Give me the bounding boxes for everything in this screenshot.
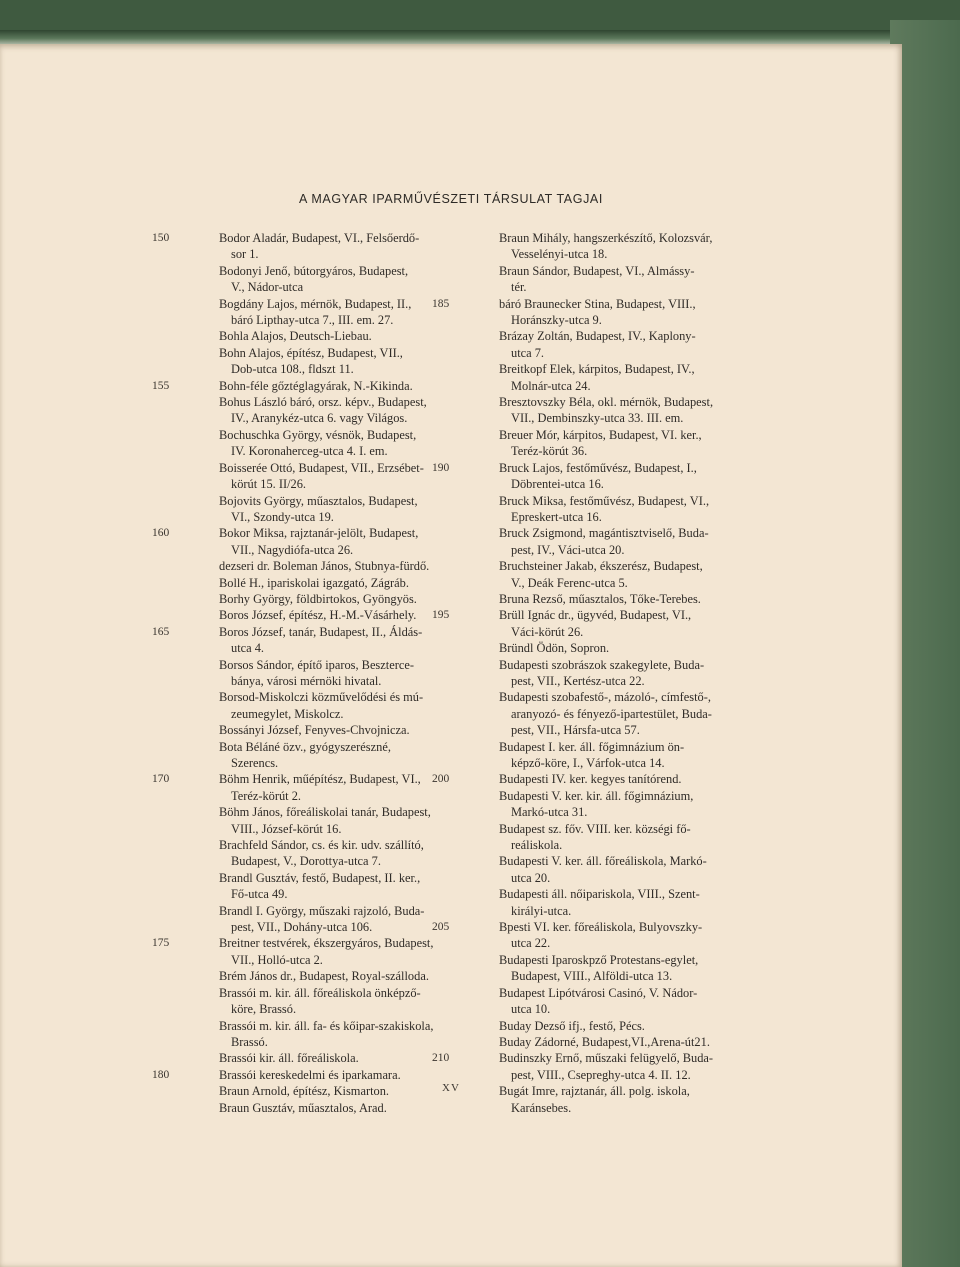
member-entry	[432, 607, 732, 640]
entry-continuation-line: V., Nádor-utca	[231, 280, 304, 295]
entry-continuation-line: báró Lipthay-utca 7., III. em. 27.	[231, 313, 394, 328]
member-entry	[152, 722, 448, 738]
member-entry	[152, 394, 448, 427]
entry-text	[432, 952, 732, 985]
member-entry	[432, 657, 732, 690]
entry-continuation-line: utca 20.	[511, 870, 551, 885]
entry-continuation-line: köre, Brassó.	[231, 1002, 297, 1017]
member-entry	[152, 263, 448, 296]
entry-line: Bohus László báró, orsz. képv., Budapest,	[219, 395, 427, 410]
member-entry	[152, 296, 448, 329]
member-entry	[432, 427, 732, 460]
entry-text	[152, 296, 448, 329]
entry-number: 200	[432, 773, 450, 786]
entry-text	[432, 230, 732, 263]
entry-line: Bohla Alajos, Deutsch-Liebau.	[219, 329, 372, 344]
entry-line: Boros József, tanár, Budapest, II., Áldás-	[219, 624, 423, 639]
entry-line: Bojovits György, műasztalos, Budapest,	[219, 493, 418, 508]
left-column	[152, 230, 448, 1116]
member-entry	[152, 935, 448, 968]
entry-line: Buday Dezső ifj., festő, Pécs.	[499, 1018, 645, 1033]
entry-line: báró Braunecker Stina, Budapest, VIII.,	[499, 296, 696, 311]
entry-line: Braun Sándor, Budapest, VI., Almássy-	[499, 263, 695, 278]
entry-text	[432, 919, 732, 952]
entry-text	[152, 263, 448, 296]
entry-continuation-line: utca 4.	[231, 641, 265, 656]
entry-line: Bota Béláné özv., gyógyszerészné,	[219, 739, 391, 754]
entry-text	[432, 886, 732, 919]
entry-continuation-line: IV. Koronaherceg-utca 4. I. em.	[231, 444, 388, 459]
member-entry	[432, 328, 732, 361]
entry-line: Breitner testvérek, ékszergyáros, Budapest,	[219, 936, 434, 951]
entry-line: Budapesti szobafestő-, mázoló-, címfestő-,	[499, 690, 711, 705]
member-entry	[152, 575, 448, 591]
entry-number: 195	[432, 609, 450, 622]
entry-number: 165	[152, 625, 170, 638]
entry-continuation-line: pest, IV., Váci-utca 20.	[511, 542, 625, 557]
entry-text	[152, 870, 448, 903]
member-entry	[152, 378, 448, 394]
member-entry	[432, 919, 732, 952]
entry-number: 170	[152, 773, 170, 786]
member-entry	[152, 558, 448, 574]
entry-line: Bruna Rezső, műasztalos, Tőke-Terebes.	[499, 591, 701, 606]
entry-text	[152, 689, 448, 722]
entry-text	[152, 591, 448, 607]
entry-text	[432, 607, 732, 640]
entry-line: Bründl Ödön, Sopron.	[499, 641, 610, 656]
member-entry	[432, 263, 732, 296]
member-entry	[152, 624, 448, 657]
entry-text	[432, 1034, 732, 1050]
entry-line: Brassói kereskedelmi és iparkamara.	[219, 1067, 401, 1082]
entry-line: Bugát Imre, rajztanár, áll. polg. iskola,	[499, 1084, 690, 1099]
entry-text	[432, 263, 732, 296]
entry-line: Buday Zádorné, Budapest,VI.,Arena-út21.	[499, 1034, 710, 1049]
member-entry	[432, 853, 732, 886]
entry-continuation-line: bánya, városi mérnöki hivatal.	[231, 673, 382, 688]
entry-continuation-line: Teréz-körút 36.	[511, 444, 588, 459]
entry-text	[432, 853, 732, 886]
member-entry	[152, 657, 448, 690]
entry-text	[152, 345, 448, 378]
entry-continuation-line: Epreskert-utca 16.	[511, 509, 602, 524]
book-page	[0, 44, 902, 1267]
entry-line: Breuer Mór, kárpitos, Budapest, VI. ker.,	[499, 427, 702, 442]
entry-text	[432, 427, 732, 460]
entry-continuation-line: királyi-utca.	[511, 903, 572, 918]
entry-text	[152, 968, 448, 984]
entry-text	[432, 771, 732, 787]
member-entry	[432, 952, 732, 985]
entry-continuation-line: VII., Holló-utca 2.	[231, 952, 323, 967]
entry-text	[152, 427, 448, 460]
entry-continuation-line: Váci-körút 26.	[511, 624, 584, 639]
entry-text	[432, 493, 732, 526]
entry-continuation-line: Fő-utca 49.	[231, 887, 288, 902]
entry-continuation-line: Vesselényi-utca 18.	[511, 247, 608, 262]
member-entry	[432, 1034, 732, 1050]
entry-text	[432, 361, 732, 394]
entry-line: Bresztovszky Béla, okl. mérnök, Budapest,	[499, 395, 714, 410]
entry-continuation-line: reáliskola.	[511, 838, 563, 853]
entry-continuation-line: aranyozó- és fényező-ipartestület, Buda-	[511, 706, 712, 721]
entry-continuation-line: Karánsebes.	[511, 1100, 572, 1115]
entry-line: Bohn Alajos, építész, Budapest, VII.,	[219, 345, 403, 360]
member-entry	[152, 525, 448, 558]
entry-line: Bruck Zsigmond, magántisztviselő, Buda-	[499, 526, 709, 541]
entry-line: Braun Gusztáv, műasztalos, Arad.	[219, 1100, 387, 1115]
entry-text	[152, 575, 448, 591]
entry-line: Budapest Lipótvárosi Casinó, V. Nádor-	[499, 985, 698, 1000]
entry-line: Brandl I. György, műszaki rajzoló, Buda-	[219, 903, 425, 918]
entry-line: Brassói m. kir. áll. főreáliskola önképző-	[219, 985, 421, 1000]
entry-line: Budapesti áll. nőipariskola, VIII., Szent-	[499, 887, 700, 902]
entry-number: 205	[432, 921, 450, 934]
entry-continuation-line: Teréz-körút 2.	[231, 788, 301, 803]
entry-line: Braun Mihály, hangszerkészítő, Kolozsvár,	[499, 231, 713, 245]
entry-number: 160	[152, 527, 170, 540]
member-entry	[152, 1050, 448, 1066]
page-header: A MAGYAR IPARMŰVÉSZETI TÁRSULAT TAGJAI	[299, 192, 603, 206]
entry-line: Bohn-féle gőztéglagyárak, N.-Kikinda.	[219, 378, 413, 393]
member-entry	[152, 427, 448, 460]
member-entry	[432, 361, 732, 394]
entry-continuation-line: sor 1.	[231, 247, 259, 262]
member-entry	[432, 493, 732, 526]
member-entry	[152, 689, 448, 722]
entry-line: Budapesti szobrászok szakegylete, Buda-	[499, 657, 705, 672]
entry-line: Bollé H., ipariskolai igazgató, Zágráb.	[219, 575, 409, 590]
member-entry	[152, 230, 448, 263]
entry-line: Boisserée Ottó, Budapest, VII., Erzsébet-	[219, 460, 424, 475]
member-entry	[432, 771, 732, 787]
entry-text	[152, 460, 448, 493]
entry-continuation-line: Dob-utca 108., fldszt 11.	[231, 362, 354, 377]
entry-line: Budapesti V. ker. áll. főreáliskola, Markó-	[499, 854, 707, 869]
entry-continuation-line: VII., Dembinszky-utca 33. III. em.	[511, 411, 684, 426]
entry-line: Brázay Zoltán, Budapest, IV., Kaplony-	[499, 329, 696, 344]
entry-number: 210	[432, 1052, 450, 1065]
entry-text	[152, 837, 448, 870]
entry-continuation-line: VIII., József-körút 16.	[231, 821, 342, 836]
entry-line: Breitkopf Elek, kárpitos, Budapest, IV.,	[499, 362, 695, 377]
entry-text	[152, 1018, 448, 1051]
entry-text	[152, 657, 448, 690]
member-entry	[432, 525, 732, 558]
entry-continuation-line: pest, VII., Dohány-utca 106.	[231, 920, 373, 935]
entry-line: Brandl Gusztáv, festő, Budapest, II. ker.,	[219, 870, 421, 885]
entry-line: Brüll Ignác dr., ügyvéd, Budapest, VI.,	[499, 608, 692, 623]
entry-text	[152, 230, 448, 263]
entry-number: 155	[152, 379, 170, 392]
entry-text	[432, 460, 732, 493]
entry-continuation-line: Molnár-utca 24.	[511, 378, 591, 393]
entry-line: Bruck Miksa, festőművész, Budapest, VI.,	[499, 493, 710, 508]
member-entry	[432, 394, 732, 427]
entry-text	[432, 394, 732, 427]
entry-line: Budinszky Ernő, műszaki felügyelő, Buda-	[499, 1051, 714, 1066]
member-entry	[432, 689, 732, 738]
member-entry	[432, 591, 732, 607]
entry-continuation-line: képző-köre, I., Várfok-utca 14.	[511, 756, 665, 770]
entry-text	[152, 558, 448, 574]
entry-text	[152, 771, 448, 804]
entry-line: Budapesti Iparoskpző Protestans-egylet,	[499, 952, 699, 967]
member-entry	[152, 1018, 448, 1051]
member-entry	[432, 230, 732, 263]
entry-text	[152, 493, 448, 526]
entry-line: Bokor Miksa, rajztanár-jelölt, Budapest,	[219, 526, 419, 541]
entry-number: 150	[152, 232, 170, 244]
entry-line: Bruck Lajos, festőművész, Budapest, I.,	[499, 460, 697, 475]
entry-text	[432, 591, 732, 607]
member-entry	[152, 985, 448, 1018]
entry-text	[432, 525, 732, 558]
member-entry	[152, 1100, 448, 1116]
entry-line: Borsos Sándor, építő iparos, Beszterce-	[219, 657, 414, 672]
entry-number: 190	[432, 461, 450, 474]
entry-text	[152, 607, 448, 623]
entry-text	[152, 378, 448, 394]
entry-line: Böhm Henrik, műépítész, Budapest, VI.,	[219, 772, 421, 787]
entry-text	[432, 328, 732, 361]
entry-line: Brassói m. kir. áll. fa- és kőipar-szakiskola,	[219, 1018, 434, 1033]
member-entry	[152, 804, 448, 837]
member-entry	[432, 296, 732, 329]
entry-number: 180	[152, 1068, 170, 1081]
member-entry	[432, 886, 732, 919]
member-entry	[152, 328, 448, 344]
entry-continuation-line: Döbrentei-utca 16.	[511, 477, 604, 492]
entry-line: Budapest I. ker. áll. főgimnázium ön-	[499, 739, 685, 754]
entry-text	[152, 1067, 448, 1083]
entry-line: Borhy György, földbirtokos, Gyöngyös.	[219, 591, 417, 606]
entry-line: Bochuschka György, vésnök, Budapest,	[219, 427, 417, 442]
entry-continuation-line: VI., Szondy-utca 19.	[231, 509, 334, 524]
entry-continuation-line: Markó-utca 31.	[511, 805, 588, 820]
entry-line: Brachfeld Sándor, cs. és kir. udv. szállító,	[219, 838, 424, 853]
entry-text	[152, 1050, 448, 1066]
member-entry	[432, 460, 732, 493]
entry-line: Bogdány Lajos, mérnök, Budapest, II.,	[219, 296, 412, 311]
entry-text	[152, 985, 448, 1018]
entry-line: dezseri dr. Boleman János, Stubnya-fürdő.	[219, 559, 430, 574]
entry-continuation-line: Budapest, VIII., Alföldi-utca 13.	[511, 969, 673, 984]
member-entry	[152, 493, 448, 526]
member-entry	[152, 968, 448, 984]
entry-text	[152, 903, 448, 936]
page-number: XV	[442, 1082, 460, 1094]
entry-line: Bodor Aladár, Budapest, VI., Felsőerdő-	[219, 231, 420, 245]
entry-line: Braun Arnold, építész, Kismarton.	[219, 1084, 389, 1099]
entry-line: Bossányi József, Fenyves-Chvojnicza.	[219, 723, 410, 738]
member-entry	[152, 345, 448, 378]
member-entry	[152, 739, 448, 772]
entry-text	[432, 657, 732, 690]
entry-number: 185	[432, 297, 450, 310]
entry-continuation-line: Budapest, V., Dorottya-utca 7.	[231, 854, 381, 869]
entry-continuation-line: Szerencs.	[231, 756, 279, 770]
entry-continuation-line: pest, VII., Kertész-utca 22.	[511, 673, 645, 688]
member-entry	[432, 1018, 732, 1034]
entry-text	[152, 935, 448, 968]
entry-continuation-line: V., Deák Ferenc-utca 5.	[511, 575, 628, 590]
member-entry	[432, 788, 732, 821]
entry-text	[152, 722, 448, 738]
entry-line: Budapest sz. főv. VIII. ker. községi fő-	[499, 821, 691, 836]
entry-line: Budapesti IV. ker. kegyes tanítórend.	[499, 772, 682, 787]
entry-text	[152, 624, 448, 657]
entry-continuation-line: pest, VIII., Csepreghy-utca 4. II. 12.	[511, 1067, 691, 1082]
entry-continuation-line: pest, VII., Hársfa-utca 57.	[511, 723, 640, 738]
entry-text	[152, 394, 448, 427]
member-entry	[152, 903, 448, 936]
entry-line: Böhm János, főreáliskolai tanár, Budapest,	[219, 805, 431, 820]
member-entry	[152, 607, 448, 623]
entry-continuation-line: Horánszky-utca 9.	[511, 313, 602, 328]
entry-text	[152, 328, 448, 344]
member-entry	[152, 1067, 448, 1083]
entry-text	[152, 525, 448, 558]
entry-text	[432, 558, 732, 591]
member-entry	[432, 640, 732, 656]
member-entry	[152, 870, 448, 903]
member-entry	[432, 739, 732, 772]
entry-continuation-line: VII., Nagydiófa-utca 26.	[231, 542, 354, 557]
entry-text	[432, 788, 732, 821]
entry-text	[432, 739, 732, 772]
member-entry	[432, 558, 732, 591]
entry-line: Budapesti V. ker. kir. áll. főgimnázium,	[499, 788, 694, 803]
member-entry	[152, 771, 448, 804]
entry-text	[152, 739, 448, 772]
entry-text	[152, 804, 448, 837]
member-entry	[432, 821, 732, 854]
entry-text	[432, 296, 732, 329]
entry-text	[432, 1050, 732, 1083]
entry-line: Borsod-Miskolczi közművelődési és mú-	[219, 690, 424, 705]
entry-continuation-line: tér.	[511, 280, 527, 295]
cover-edge-top	[0, 30, 960, 44]
entry-line: Brassói kir. áll. főreáliskola.	[219, 1051, 359, 1066]
entry-line: Bpesti VI. ker. főreáliskola, Bulyovszky-	[499, 920, 703, 935]
entry-continuation-line: IV., Aranykéz-utca 6. vagy Világos.	[231, 411, 408, 426]
member-entry	[432, 1050, 732, 1083]
entry-text	[432, 689, 732, 738]
entry-continuation-line: utca 7.	[511, 345, 545, 360]
entry-line: Bruchsteiner Jakab, ékszerész, Budapest,	[499, 559, 703, 574]
entry-text	[432, 821, 732, 854]
entry-text	[152, 1100, 448, 1116]
entry-continuation-line: utca 22.	[511, 936, 551, 951]
entry-text	[432, 1018, 732, 1034]
member-entry	[152, 837, 448, 870]
entry-continuation-line: utca 10.	[511, 1002, 551, 1017]
entry-continuation-line: körút 15. II/26.	[231, 477, 307, 492]
entry-number: 175	[152, 937, 170, 950]
member-entry	[152, 591, 448, 607]
entry-line: Bodonyi Jenő, bútorgyáros, Budapest,	[219, 263, 409, 278]
entry-line: Brém János dr., Budapest, Royal-szálloda.	[219, 969, 429, 984]
entry-line: Boros József, építész, H.-M.-Vásárhely.	[219, 608, 417, 623]
entry-text	[432, 640, 732, 656]
entry-continuation-line: Brassó.	[231, 1034, 268, 1049]
entry-text	[432, 985, 732, 1018]
entry-continuation-line: zeumegylet, Miskolcz.	[231, 706, 344, 721]
right-column	[432, 230, 732, 1116]
member-entry	[152, 460, 448, 493]
member-entry	[432, 985, 732, 1018]
